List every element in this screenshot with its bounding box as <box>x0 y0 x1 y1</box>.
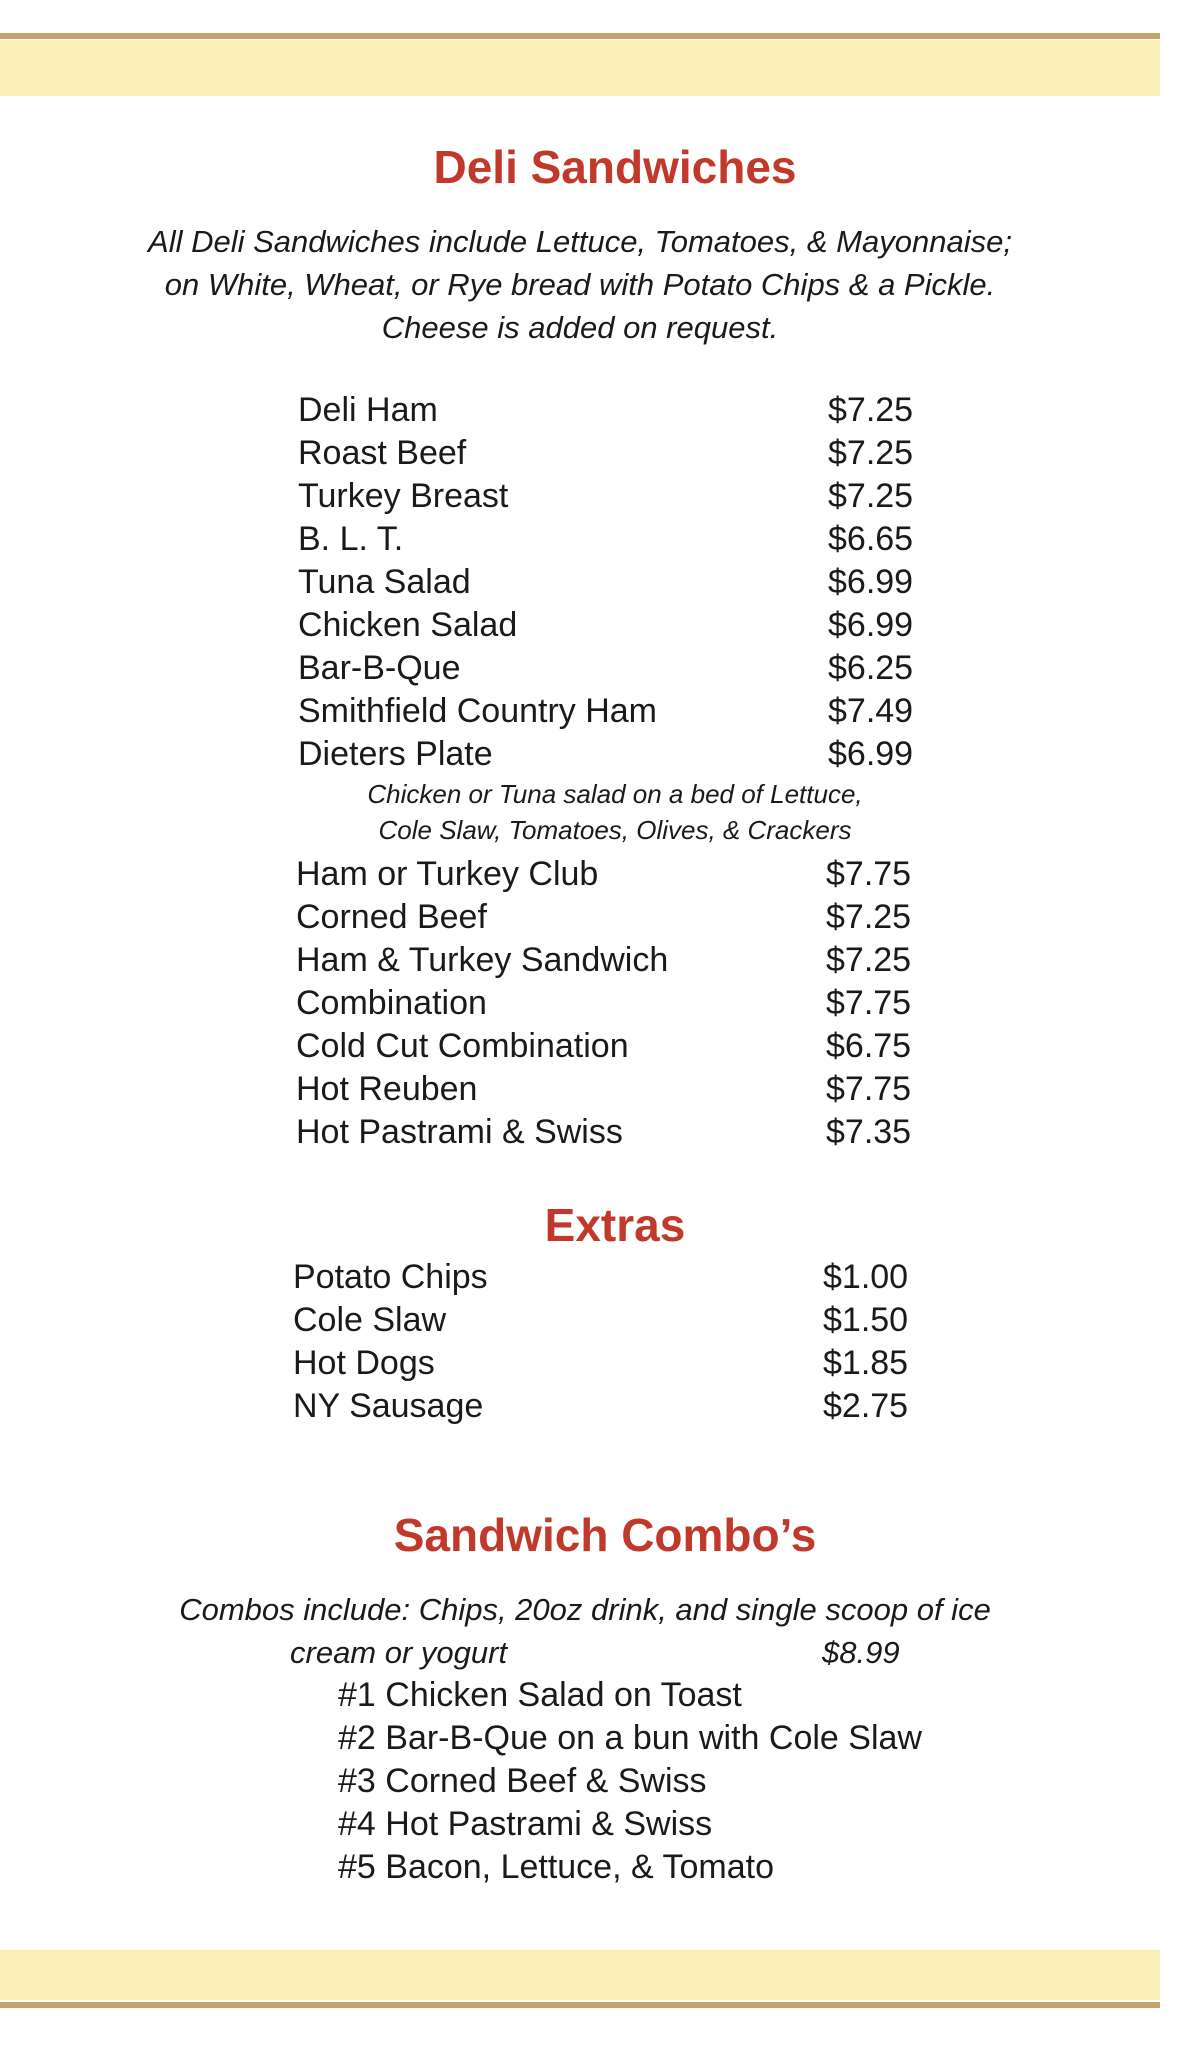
item-name: Tuna Salad <box>298 563 471 601</box>
item-price: $2.75 <box>823 1387 909 1425</box>
dieters-plate-note-line-2: Cole Slaw, Tomatoes, Olives, & Crackers <box>378 815 852 845</box>
top-decorative-band <box>0 40 1160 96</box>
item-price: $7.25 <box>828 477 914 515</box>
combo-item-4: #4 Hot Pastrami & Swiss <box>338 1805 713 1843</box>
item-name: B. L. T. <box>298 520 404 558</box>
item-price: $7.75 <box>826 1070 912 1108</box>
item-price: $7.49 <box>828 692 914 730</box>
item-price: $6.99 <box>828 735 914 773</box>
deli-intro-line-3: Cheese is added on request. <box>381 310 779 345</box>
item-name: Hot Pastrami & Swiss <box>296 1113 623 1151</box>
combo-item-5: #5 Bacon, Lettuce, & Tomato <box>338 1848 774 1886</box>
item-price: $7.25 <box>826 898 912 936</box>
item-name: Turkey Breast <box>298 477 509 515</box>
extras-heading: Extras <box>544 1199 686 1251</box>
item-name: Potato Chips <box>293 1258 488 1296</box>
item-name: Combination <box>296 984 487 1022</box>
item-name: Roast Beef <box>298 434 467 472</box>
item-price: $6.99 <box>828 563 914 601</box>
item-name: Deli Ham <box>298 391 438 429</box>
deli-sandwiches-heading: Deli Sandwiches <box>433 141 797 193</box>
item-price: $7.75 <box>826 984 912 1022</box>
combos-price: $8.99 <box>822 1635 900 1670</box>
item-name: NY Sausage <box>293 1387 484 1425</box>
bottom-decorative-band <box>0 1950 1160 2000</box>
item-price: $7.75 <box>826 855 912 893</box>
combo-item-1: #1 Chicken Salad on Toast <box>338 1676 742 1714</box>
item-price: $6.99 <box>828 606 914 644</box>
top-border-line <box>0 33 1160 39</box>
item-name: Smithfield Country Ham <box>298 692 658 730</box>
deli-intro-line-2: on White, Wheat, or Rye bread with Potato Chips & a Pickle. <box>164 267 996 302</box>
combo-item-2: #2 Bar-B-Que on a bun with Cole Slaw <box>338 1719 922 1757</box>
item-price: $1.50 <box>823 1301 909 1339</box>
item-price: $1.00 <box>823 1258 909 1296</box>
item-price: $6.25 <box>828 649 914 687</box>
item-price: $7.25 <box>828 391 914 429</box>
item-name: Hot Reuben <box>296 1070 478 1108</box>
item-name: Bar-B-Que <box>298 649 461 687</box>
combos-intro-line-2: cream or yogurt <box>290 1635 508 1670</box>
deli-intro-line-1: All Deli Sandwiches include Lettuce, Tomatoes, & Mayonnaise; <box>148 224 1012 259</box>
item-name: Hot Dogs <box>293 1344 435 1382</box>
item-price: $6.65 <box>828 520 914 558</box>
item-name: Cole Slaw <box>293 1301 447 1339</box>
combo-item-3: #3 Corned Beef & Swiss <box>338 1762 707 1800</box>
item-name: Ham or Turkey Club <box>296 855 599 893</box>
item-name: Cold Cut Combination <box>296 1027 629 1065</box>
item-name: Corned Beef <box>296 898 487 936</box>
item-price: $7.25 <box>828 434 914 472</box>
item-price: $7.35 <box>826 1113 912 1151</box>
dieters-plate-note-line-1: Chicken or Tuna salad on a bed of Lettuce, <box>367 779 863 809</box>
item-name: Ham & Turkey Sandwich <box>296 941 669 979</box>
bottom-border-line <box>0 2002 1160 2008</box>
combos-intro-line-1: Combos include: Chips, 20oz drink, and single scoop of ice <box>179 1592 991 1627</box>
item-price: $6.75 <box>826 1027 912 1065</box>
item-name: Chicken Salad <box>298 606 518 644</box>
item-name: Dieters Plate <box>298 735 493 773</box>
item-price: $7.25 <box>826 941 912 979</box>
item-price: $1.85 <box>823 1344 909 1382</box>
sandwich-combos-heading: Sandwich Combo’s <box>393 1509 817 1561</box>
